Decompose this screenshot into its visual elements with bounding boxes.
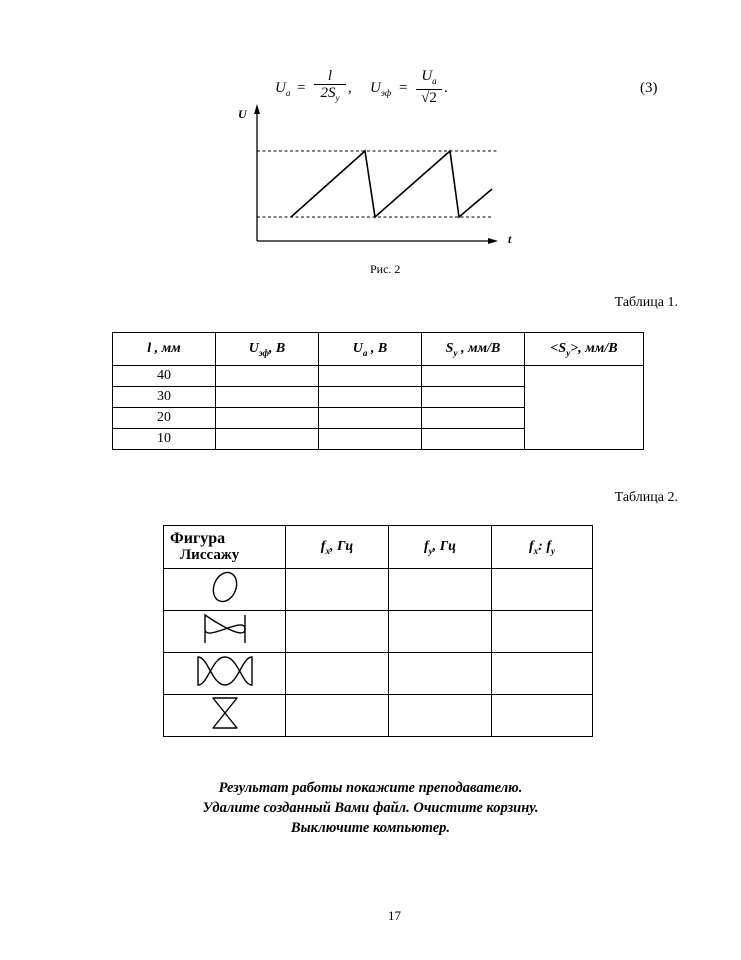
cell-empty — [422, 429, 525, 450]
header-l: l , мм — [113, 333, 216, 366]
figure-caption: Рис. 2 — [370, 262, 401, 276]
cell-empty — [492, 695, 593, 737]
period: . — [444, 80, 448, 96]
table1-caption: Таблица 1. — [614, 295, 678, 310]
cell-empty — [216, 366, 319, 387]
cell-empty — [492, 611, 593, 653]
x-axis-label: t — [508, 232, 512, 246]
cell-empty — [389, 695, 492, 737]
table-row — [164, 569, 593, 611]
header-fx: $f_x$, Гц — [286, 526, 389, 569]
table-header-row — [164, 526, 593, 569]
table-2 — [163, 525, 593, 737]
cell-empty — [319, 408, 422, 429]
table-row — [164, 653, 593, 695]
cell-empty — [422, 366, 525, 387]
equals-sign: = — [297, 80, 306, 96]
cell-empty — [216, 408, 319, 429]
cell-empty — [422, 408, 525, 429]
y-axis-label: U — [238, 107, 247, 121]
sawtooth-signal — [291, 151, 492, 217]
u-eff-symbol: $U_{эф}$ — [370, 80, 392, 98]
figure-cell — [164, 695, 286, 737]
lissajous-1-3-icon — [194, 653, 256, 689]
fraction-ua-over-sqrt2: $U_a$ √2 — [416, 68, 442, 106]
page-number: 17 — [388, 908, 401, 923]
cell-s-y-mean — [525, 366, 644, 450]
sawtooth-figure — [230, 100, 520, 260]
equals-sign-2: = — [399, 80, 408, 96]
header-lissajous-figure: Фигура Лиссажу — [164, 526, 286, 569]
instruction-line: Выключите компьютер. — [290, 820, 451, 836]
cell-empty — [389, 569, 492, 611]
fraction-l-over-2sy: l $2S_y$ — [314, 68, 346, 106]
cell-empty — [286, 695, 389, 737]
lissajous-1-2-icon — [200, 611, 250, 647]
cell-empty — [389, 653, 492, 695]
cell-l: 10 — [113, 429, 216, 450]
header-fx-fy-ratio: $f_x$: $f_y$ — [492, 526, 593, 569]
table-row — [113, 366, 644, 387]
lissajous-2-1-icon — [205, 695, 245, 731]
cell-empty — [319, 366, 422, 387]
cell-l: 20 — [113, 408, 216, 429]
cell-empty — [319, 429, 422, 450]
header-s-y: $S_y$ , мм/В — [422, 333, 525, 366]
cell-empty — [286, 611, 389, 653]
cell-l: 40 — [113, 366, 216, 387]
u-a-symbol: $U_a$ — [275, 80, 291, 98]
ellipse-icon — [205, 569, 245, 605]
cell-empty — [216, 387, 319, 408]
instruction-line: Удалите созданный Вами файл. Очистите корзину. — [202, 800, 539, 816]
header-u-eff: $U_{эф}$, В — [216, 333, 319, 366]
table-row — [164, 611, 593, 653]
figure-cell — [164, 611, 286, 653]
header-fy: $f_y$, Гц — [389, 526, 492, 569]
figure-cell — [164, 653, 286, 695]
instructions-note — [0, 778, 741, 838]
equation-number: (3) — [640, 80, 658, 96]
cell-empty — [492, 569, 593, 611]
cell-empty — [422, 387, 525, 408]
cell-empty — [492, 653, 593, 695]
comma: , — [348, 80, 352, 96]
cell-empty — [216, 429, 319, 450]
cell-empty — [389, 611, 492, 653]
cell-empty — [319, 387, 422, 408]
figure-cell — [164, 569, 286, 611]
x-axis-arrow — [488, 238, 498, 244]
cell-l: 30 — [113, 387, 216, 408]
cell-empty — [286, 569, 389, 611]
y-axis-arrow — [254, 104, 260, 114]
instruction-line: Результат работы покажите преподавателю. — [218, 780, 523, 796]
table-row — [164, 695, 593, 737]
table2-caption: Таблица 2. — [614, 490, 678, 505]
cell-empty — [286, 653, 389, 695]
header-s-y-mean: $<S_y>$, мм/В — [525, 333, 644, 366]
table-header-row — [113, 333, 644, 366]
table-1 — [112, 332, 644, 450]
header-u-a: $U_a$ , В — [319, 333, 422, 366]
